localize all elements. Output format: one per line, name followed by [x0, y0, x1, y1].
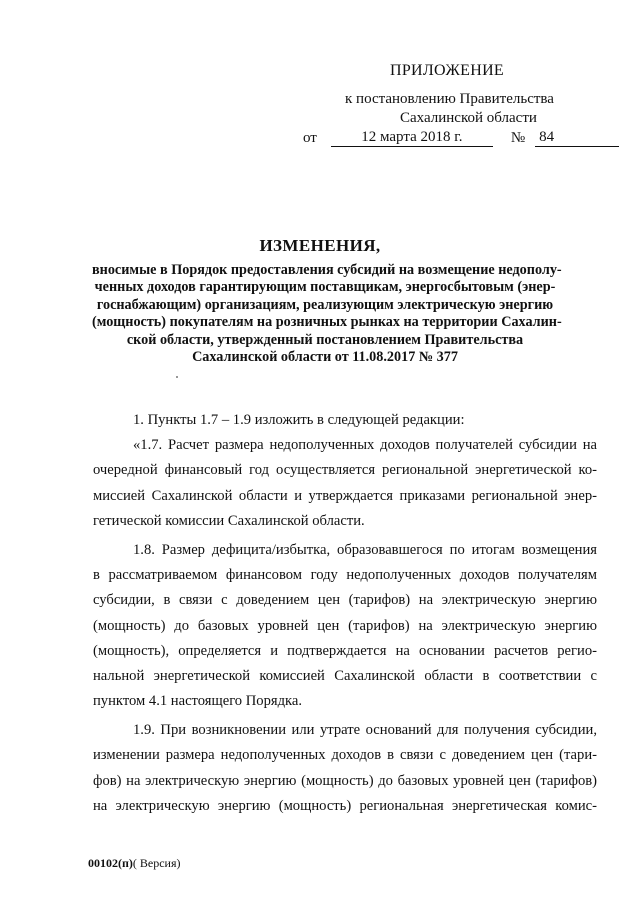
document-version: ( Версия) — [132, 856, 181, 870]
paragraph-1-7 — [93, 433, 597, 534]
body-line: 1. Пункты 1.7 – 1.9 изложить в следующей редакции: — [133, 412, 465, 428]
appendix-heading: ПРИЛОЖЕНИЕ — [390, 62, 505, 79]
paragraph-1-8 — [93, 538, 597, 714]
body-line: миссией Сахалинской области и утверждается приказами региональной энер- — [93, 487, 597, 504]
resolution-number: 84 — [535, 128, 619, 147]
body-line: «1.7. Расчет размера недополученных доходов получателей субсидии на — [133, 437, 597, 454]
body-line: (мощность) до базовых уровней цен (тарифов) на электрическую энергию — [93, 617, 597, 634]
scan-speck — [176, 376, 178, 378]
body-line: нальной энергетической комиссией Сахалинской области в соответствии с — [93, 667, 597, 684]
body-line: 1.9. При возникновении или утрате оснований для получения субсидии, — [133, 722, 597, 739]
subtitle-line: (мощность) покупателям на розничных рынках на территории Сахалин- — [92, 314, 562, 331]
appendix-line-resolution: к постановлению Правительства — [345, 91, 554, 107]
subtitle-line: ченных доходов гарантирующим поставщикам, энергосбытовым (энер- — [94, 279, 556, 296]
document-body — [93, 408, 597, 819]
document-code: 00102(п) — [88, 856, 133, 870]
resolution-date-number-row — [303, 128, 619, 147]
body-line: на электрическую энергию (мощность) региональная энергетическая комис- — [93, 797, 597, 814]
body-line: фов) на электрическую энергию (мощность) до базовых уровней цен (тарифов) — [93, 772, 597, 789]
subtitle-line: вносимые в Порядок предоставления субсидий на возмещение недополу- — [92, 262, 562, 278]
subtitle-line: госнабжающим) организациям, реализующим электрическую энергию — [96, 296, 554, 313]
document-title: ИЗМЕНЕНИЯ, — [259, 236, 381, 255]
body-line: в рассматриваемом финансовом году недополученных доходов получателям — [93, 567, 597, 584]
appendix-line-region: Сахалинской области — [400, 110, 537, 126]
subtitle-line: ской области, утвержденный постановлением Правительства — [126, 331, 524, 348]
body-line: (мощность), определяется и подтверждается на основании расчетов регио- — [93, 642, 597, 659]
subtitle-line: Сахалинской области от 11.08.2017 № 377 — [192, 349, 458, 366]
body-line: субсидии, в связи с доведением цен (тарифов) на электрическую энергию — [93, 592, 597, 609]
body-line: пунктом 4.1 настоящего Порядка. — [93, 693, 303, 710]
paragraph-1-9 — [93, 718, 597, 819]
document-footer — [88, 856, 181, 871]
body-line: изменении размера недополученных доходов в связи с доведением цен (тари- — [93, 747, 597, 764]
paragraph-1 — [93, 408, 597, 433]
body-line: 1.8. Размер дефицита/избытка, образовавшегося по итогам возмещения — [133, 541, 597, 558]
body-line: гетической комиссии Сахалинской области. — [93, 512, 365, 529]
body-line: очередной финансовый год осуществляется региональной энергетической ко- — [93, 462, 597, 479]
resolution-date: 12 марта 2018 г. — [331, 128, 493, 147]
from-label: от — [303, 130, 317, 146]
document-subtitle — [92, 262, 562, 366]
number-label: № — [510, 130, 526, 146]
